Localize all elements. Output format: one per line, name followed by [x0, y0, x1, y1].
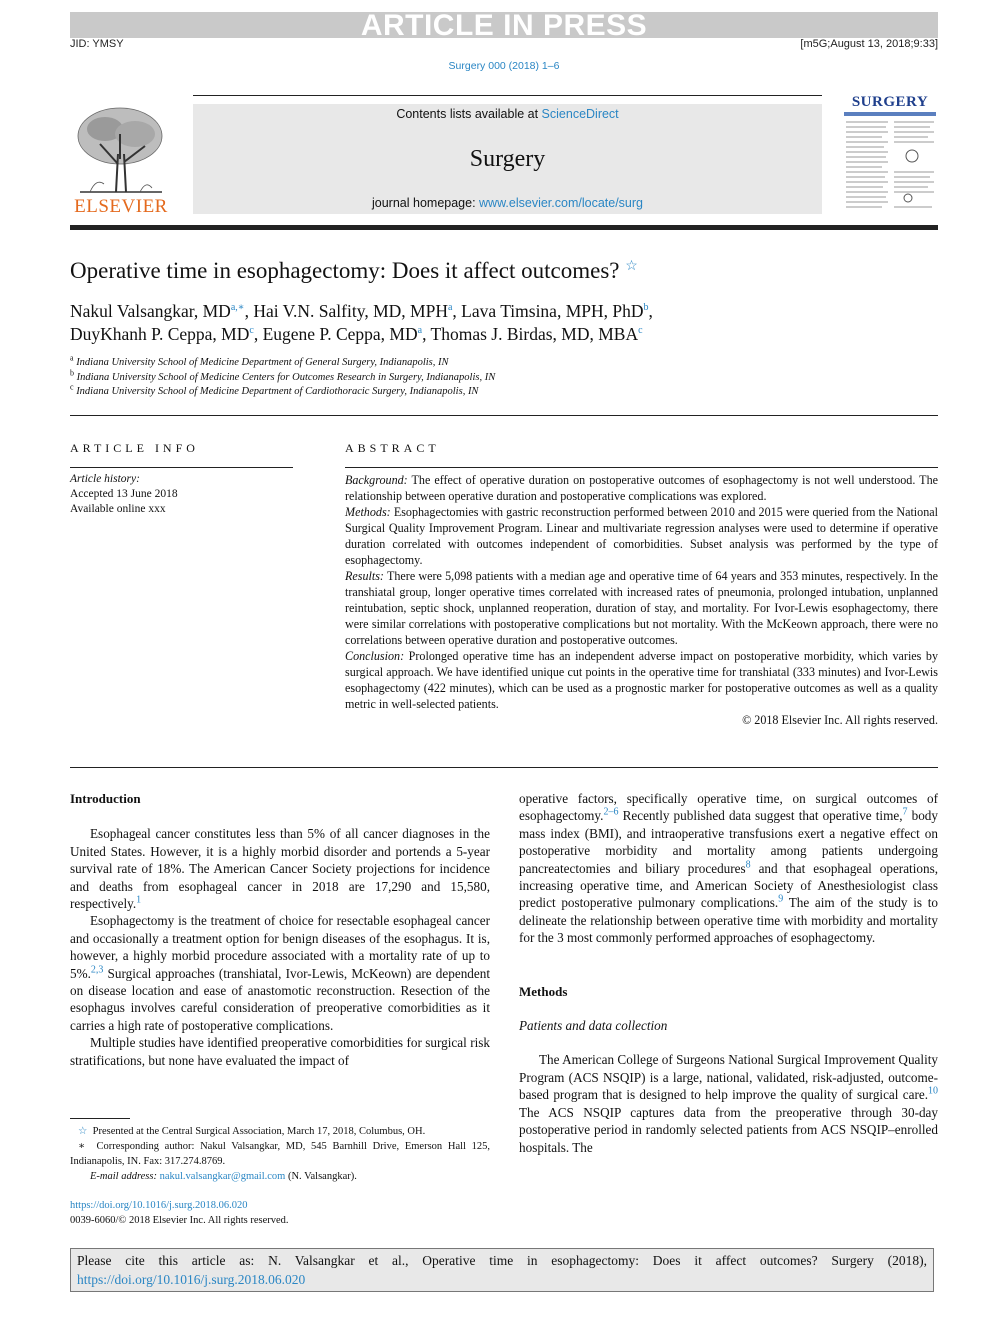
cite-doi-link[interactable]: https://doi.org/10.1016/j.surg.2018.06.020 [77, 1272, 306, 1287]
ref-2-3-link[interactable]: 2,3 [90, 964, 104, 976]
footnote-rule [70, 1118, 130, 1119]
author-affiliation-mark[interactable]: b [643, 302, 649, 314]
intro-paragraph-2 [70, 912, 490, 1034]
email-footnote [70, 1169, 490, 1184]
journal-header-box [193, 104, 822, 214]
article-in-press-banner: ARTICLE IN PRESS [70, 12, 938, 38]
author-separator: , [422, 324, 431, 344]
right-p1-text-e: The aim of the study is to delineate the relationship between operative time with morbidity and mortality for the 3 most commonly performed approaches of esophagectomy. [519, 895, 938, 946]
ref-1-link[interactable]: 1 [136, 894, 142, 906]
results-label: Results: [345, 569, 384, 583]
footnotes [70, 1124, 490, 1184]
article-title [70, 258, 638, 284]
abstract-rule [345, 467, 938, 468]
article-title-text: Operative time in esophagectomy: Does it affect outcomes? [70, 258, 620, 283]
presented-footnote [70, 1124, 490, 1139]
ref-9-link[interactable]: 9 [778, 894, 784, 906]
author-affiliation-mark[interactable]: a [417, 325, 423, 337]
left-column [70, 790, 490, 1069]
right-p1-text-d: and that esophageal operations, increasing operative time, and American Society of Anesthesiologist class predict postoperative pulmonary complications. [519, 860, 938, 911]
intro-paragraph-3: Multiple studies have identified preoperative comorbidities for surgical risk stratifications, but none have evaluated the impact of [70, 1035, 490, 1068]
elsevier-logo[interactable] [70, 104, 172, 216]
corresponding-footnote [70, 1139, 490, 1169]
corresponding-mark: ∗ [78, 1141, 86, 1152]
results-text: There were 5,098 patients with a median age and operative time of 64 years and 353 minutes, respectively. In the transhiatal group, longer operative times correlated with increased rates of pneumonia, prolonged intubation, unplanned reintubation, septic shock, unplanned reoperation, duration of stay, and mortality. For Ivor-Lewis esophagectomy, there were similar correlations with postoperative complications but not mortality. With the McKeown approach, there were no correlations between operative duration and postoperative outcomes. [345, 569, 939, 647]
header-top-rule [193, 95, 822, 96]
history-label: Article history: [70, 473, 140, 485]
affiliation-item [70, 382, 495, 400]
issn-line: 0039-6060/© 2018 Elsevier Inc. All rights reserved. [70, 1215, 289, 1226]
methods-paragraph-1 [519, 1051, 938, 1155]
ref-2-6-link[interactable]: 2–6 [603, 807, 619, 819]
methods-p1-text-a: The American College of Surgeons National Surgical Improvement Quality Program (ACS NSQIP) is a large, national, validated, risk-adjusted, outcome-based program that is designed to help improve the quality of surgical care. [519, 1052, 938, 1103]
corresponding-text: Corresponding author: Nakul Valsangkar, MD, 545 Barnhill Drive, Emerson Hall 125, Indianapolis, IN. Fax: 317.274.8769. [70, 1141, 491, 1167]
cite-box [70, 1248, 934, 1292]
author-name: Thomas J. Birdas, MD, MBA [430, 324, 639, 344]
author-name: Nakul Valsangkar, MD [70, 301, 231, 321]
homepage-link[interactable]: www.elsevier.com/locate/surg [479, 196, 643, 210]
affiliation-text: Indiana University School of Medicine Department of Cardiothoracic Surgery, Indianapolis, IN [76, 386, 479, 397]
author-separator: , [648, 301, 653, 321]
elsevier-tree-icon [70, 104, 172, 199]
publisher-logo-text: ELSEVIER [74, 196, 168, 217]
methods-heading: Methods [519, 983, 568, 999]
homepage-line [193, 196, 822, 210]
introduction-heading: Introduction [70, 791, 141, 806]
article-info-rule [70, 467, 293, 468]
abstract-background [345, 472, 938, 504]
abstract-conclusion [345, 648, 938, 712]
sciencedirect-link[interactable]: ScienceDirect [541, 107, 619, 121]
homepage-prefix: journal homepage: [372, 196, 480, 210]
abstract-methods [345, 504, 938, 568]
methods-p1-text-b: The ACS NSQIP captures data from the preoperative through 30-day postoperative period in randomly selected patients from ACS NSQIP–enrolled hospitals. The [519, 1104, 938, 1155]
affiliation-mark: b [70, 368, 74, 377]
email-label: E-mail address: [90, 1171, 157, 1182]
methods-text: Esophagectomies with gastric reconstruction performed between 2010 and 2015 were queried from the National Surgical Quality Improvement Program. Linear and multivariate regression analyses were used to determine if operative duration correlated with outcomes independent of comorbidities. Subset analysis was performed by the type of esophagectomy. [345, 505, 938, 567]
author-affiliation-mark[interactable]: a,∗ [230, 302, 245, 314]
conclusion-label: Conclusion: [345, 649, 405, 663]
author-affiliation-mark[interactable]: a [447, 302, 453, 314]
build-stamp: [m5G;August 13, 2018;9:33] [800, 38, 938, 50]
right-column [519, 790, 938, 1156]
affiliation-mark: a [70, 353, 74, 363]
journal-cover[interactable] [842, 94, 938, 216]
author-separator: , [244, 301, 254, 321]
cover-title: SURGERY [851, 94, 929, 110]
ref-10-link[interactable]: 10 [928, 1085, 938, 1097]
affiliation-text: Indiana University School of Medicine Department of General Surgery, Indianapolis, IN [76, 357, 449, 368]
author-name: Lava Timsina, MPH, PhD [461, 301, 644, 321]
online-date: Available online xxx [70, 503, 166, 515]
right-p1-text-c: body mass index (BMI), and intraoperative transfusions exert a negative effect on postoperative morbidity and mortality among patients undergoing pancreatectomies and biliary procedures [519, 808, 938, 876]
article-info-heading: ARTICLE INFO [70, 441, 199, 455]
author-name: Hai V.N. Salfity, MD, MPH [253, 301, 448, 321]
author-separator: , [253, 324, 263, 344]
background-text: The effect of operative duration on postoperative outcomes of esophagectomy is not well understood. The relationship between operative duration and postoperative complications was explored. [345, 473, 938, 503]
header-thick-rule [70, 225, 938, 230]
doi-link[interactable]: https://doi.org/10.1016/j.surg.2018.06.020 [70, 1200, 248, 1211]
star-mark: ☆ [78, 1126, 88, 1137]
author-separator: , [452, 301, 462, 321]
title-footnote-mark[interactable]: ☆ [625, 259, 638, 274]
journal-citation[interactable]: Surgery 000 (2018) 1–6 [448, 60, 560, 72]
abstract-body [345, 472, 938, 728]
author-name: Eugene P. Ceppa, MD [262, 324, 418, 344]
intro-p1-text: Esophageal cancer constitutes less than 5% of all cancer diagnoses in the United States. However, it is a highly morbid disorder and portends a 5-year survival rate of 18%. The American Cancer Society projections for incidence and deaths from esophageal cancer in 2018 are 17,290 and 15,580, respectively. [70, 826, 490, 912]
email-owner: (N. Valsangkar). [285, 1171, 357, 1182]
affiliation-item [70, 353, 495, 371]
affiliation-mark: c [70, 382, 74, 392]
contents-prefix: Contents lists available at [396, 107, 542, 121]
author-affiliation-mark[interactable]: c [249, 325, 254, 337]
abstract-copyright: © 2018 Elsevier Inc. All rights reserved. [742, 713, 938, 727]
affiliations [70, 353, 496, 400]
intro-paragraph-1 [70, 825, 490, 912]
journal-id: JID: YMSY [70, 38, 124, 50]
background-label: Background: [345, 473, 408, 487]
ref-7-link[interactable]: 7 [902, 807, 908, 819]
author-affiliation-mark[interactable]: c [638, 325, 643, 337]
abstract-results [345, 568, 938, 648]
patients-subheading: Patients and data collection [519, 1018, 668, 1034]
affiliation-text: Indiana University School of Medicine Centers for Outcomes Research in Surgery, Indianapolis, IN [76, 371, 496, 383]
right-p1-text-b: Recently published data suggest that operative time, [618, 808, 903, 824]
cover-contents-icon [842, 110, 938, 214]
methods-label: Methods: [345, 505, 391, 519]
accepted-date: Accepted 13 June 2018 [70, 488, 178, 500]
right-p1-text-a: operative factors, specifically operative time, on surgical outcomes of esophagectomy. [519, 791, 938, 824]
email-link[interactable]: nakul.valsangkar@gmail.com [159, 1171, 286, 1182]
intro-p2-text-b: Surgical approaches (transhiatal, Ivor-Lewis, McKeown) are dependent on disease location and ease of anastomotic reconstruction. Resection of the esophagus involves careful consideration of preoperative comorbidities as it carries a high rate of postoperative complications. [70, 965, 490, 1033]
presented-text: Presented at the Central Surgical Association, March 17, 2018, Columbus, OH. [92, 1126, 426, 1137]
intro-p2-text-a: Esophagectomy is the treatment of choice for resectable esophageal cancer and occasionally a treatment option for benign diseases of the esophagus. It is, however, a highly morbid procedure associated with a mortality rate of up to 5%. [70, 913, 490, 981]
affiliation-rule [70, 415, 938, 416]
ref-8-link[interactable]: 8 [745, 859, 751, 871]
abstract-bottom-rule [70, 767, 938, 768]
author-name: DuyKhanh P. Ceppa, MD [70, 324, 250, 344]
right-paragraph-1 [519, 790, 938, 947]
doi-block [70, 1198, 289, 1228]
cite-text: Please cite this article as: N. Valsangkar et al., Operative time in esophagectomy: Does it affect outcomes? Surgery (2018), [77, 1253, 927, 1268]
conclusion-text: Prolonged operative time has an independent adverse impact on postoperative morbidity, which varies by surgical approach. We have identified unique cut points in the operative time for transhiatal (333 minutes) and Ivor-Lewis esophagectomy (422 minutes), which can be used as a prognostic marker for postoperative outcomes as well as a quality metric in well-selected patients. [345, 649, 938, 711]
author-line-1 [70, 301, 653, 322]
author-line-2 [70, 324, 643, 345]
affiliation-item [70, 368, 496, 386]
article-history [70, 472, 178, 517]
abstract-heading: ABSTRACT [345, 441, 440, 455]
contents-line [193, 107, 822, 121]
journal-name: Surgery [469, 146, 546, 172]
